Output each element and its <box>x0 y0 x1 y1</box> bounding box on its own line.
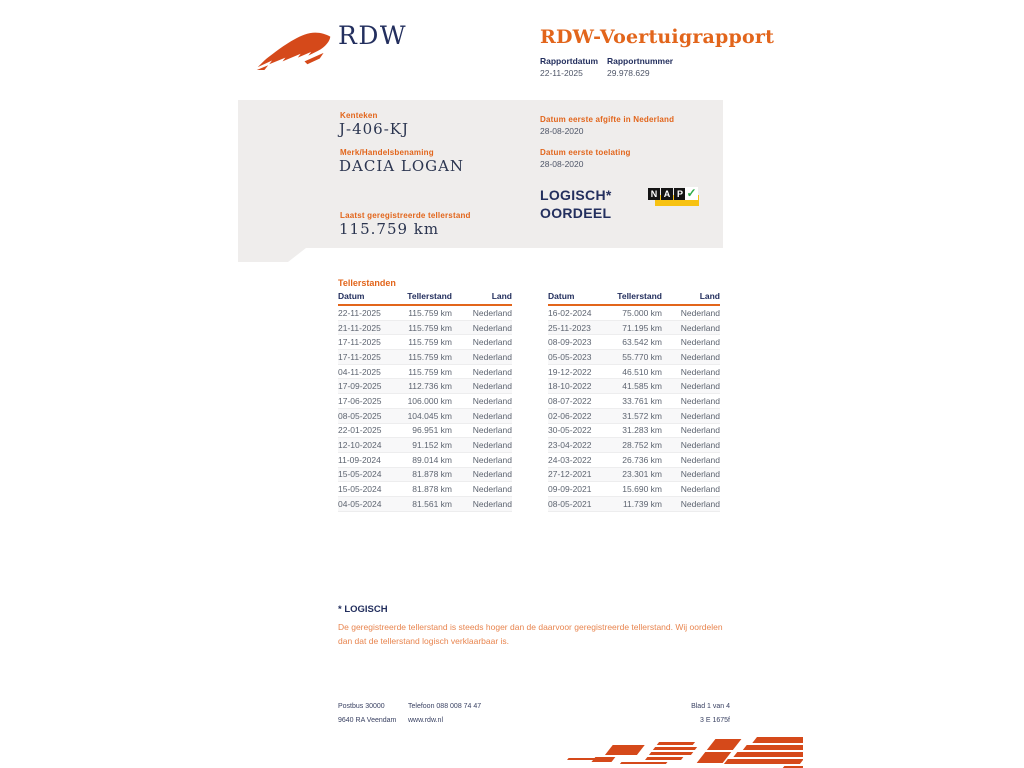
table-row <box>548 409 720 424</box>
mileage-table-left <box>338 291 512 512</box>
row-country: Nederland <box>680 351 720 362</box>
row-mileage: 115.759 km <box>408 337 452 348</box>
oordeel-text <box>540 186 612 222</box>
table-row <box>338 468 512 483</box>
footer-form-code: 3 E 1675f <box>700 717 730 724</box>
vehicle-summary-panel-tab <box>238 248 306 262</box>
report-number-value: 29.978.629 <box>607 68 650 78</box>
rdw-feather-logo-icon <box>256 28 332 70</box>
merk-label: Merk/Handelsbenaming <box>340 148 434 157</box>
table-row <box>548 335 720 350</box>
row-date: 17-09-2025 <box>338 381 382 392</box>
row-mileage: 15.690 km <box>622 484 662 495</box>
row-country: Nederland <box>680 337 720 348</box>
eerste-afgifte-value: 28-08-2020 <box>540 126 584 136</box>
row-mileage: 115.759 km <box>408 307 452 318</box>
row-mileage: 26.736 km <box>622 454 662 465</box>
row-country: Nederland <box>680 484 720 495</box>
row-country: Nederland <box>680 366 720 377</box>
row-country: Nederland <box>472 454 512 465</box>
row-mileage: 75.000 km <box>622 307 662 318</box>
row-country: Nederland <box>680 410 720 421</box>
row-date: 08-07-2022 <box>548 395 592 406</box>
table-row <box>548 379 720 394</box>
table-row <box>338 482 512 497</box>
table-row <box>548 306 720 321</box>
row-mileage: 115.759 km <box>408 366 452 377</box>
eerste-toelating-value: 28-08-2020 <box>540 159 584 169</box>
row-country: Nederland <box>472 351 512 362</box>
table-row <box>548 482 720 497</box>
row-country: Nederland <box>472 425 512 436</box>
row-date: 22-01-2025 <box>338 425 382 436</box>
column-header-tellerstand: Tellerstand <box>407 291 452 301</box>
row-mileage: 23.301 km <box>622 469 662 480</box>
row-date: 23-04-2022 <box>548 440 592 451</box>
table-row <box>548 350 720 365</box>
row-country: Nederland <box>680 498 720 509</box>
report-number-label: Rapportnummer <box>607 56 674 66</box>
row-date: 21-11-2025 <box>338 322 381 333</box>
row-mileage: 89.014 km <box>412 454 452 465</box>
row-country: Nederland <box>472 337 512 348</box>
table-row <box>548 453 720 468</box>
column-header-land: Land <box>699 291 720 301</box>
row-date: 04-11-2025 <box>338 366 381 377</box>
table-row <box>338 306 512 321</box>
table-row <box>338 335 512 350</box>
oordeel-line1: LOGISCH* <box>540 187 612 203</box>
column-header-datum: Datum <box>338 291 365 301</box>
row-mileage: 96.951 km <box>412 425 452 436</box>
row-country: Nederland <box>680 395 720 406</box>
row-country: Nederland <box>680 322 720 333</box>
footer-website: www.rdw.nl <box>408 717 444 724</box>
row-country: Nederland <box>472 440 512 451</box>
row-country: Nederland <box>680 425 720 436</box>
mileage-table-left-body <box>338 306 512 512</box>
row-date: 08-05-2021 <box>548 498 592 509</box>
table-row <box>548 424 720 439</box>
row-mileage: 115.759 km <box>408 322 452 333</box>
row-country: Nederland <box>472 307 512 318</box>
row-country: Nederland <box>680 454 720 465</box>
footer-phone: Telefoon 088 008 74 47 <box>408 703 482 710</box>
row-mileage: 28.752 km <box>622 440 662 451</box>
row-date: 17-06-2025 <box>338 395 382 406</box>
column-header-land: Land <box>491 291 512 301</box>
report-title: RDW-Voertuigrapport <box>540 26 775 48</box>
kenteken-label: Kenteken <box>340 111 378 120</box>
table-row <box>548 468 720 483</box>
table-header <box>338 291 512 306</box>
row-mileage: 33.761 km <box>622 395 662 406</box>
row-mileage: 104.045 km <box>407 410 452 421</box>
row-mileage: 81.561 km <box>412 498 452 509</box>
row-country: Nederland <box>472 381 512 392</box>
row-date: 11-09-2024 <box>338 454 381 465</box>
table-row <box>338 379 512 394</box>
eerste-afgifte-label: Datum eerste afgifte in Nederland <box>540 115 675 124</box>
footer-page-number: Blad 1 van 4 <box>691 703 730 710</box>
row-date: 22-11-2025 <box>338 307 381 318</box>
row-date: 24-03-2022 <box>548 454 592 465</box>
table-row <box>548 497 720 512</box>
row-date: 12-10-2024 <box>338 440 382 451</box>
row-date: 08-05-2025 <box>338 410 382 421</box>
row-mileage: 63.542 km <box>622 337 662 348</box>
table-row <box>338 497 512 512</box>
rdw-logo-text: RDW <box>338 21 408 50</box>
row-date: 30-05-2022 <box>548 425 592 436</box>
row-country: Nederland <box>472 410 512 421</box>
row-mileage: 55.770 km <box>622 351 662 362</box>
footnote-title: * LOGISCH <box>338 604 388 615</box>
table-row <box>338 350 512 365</box>
row-mileage: 41.585 km <box>622 381 662 392</box>
laatste-tellerstand-value: 115.759 km <box>339 220 440 238</box>
nap-letter-a: A <box>661 188 673 200</box>
row-mileage: 11.739 km <box>622 498 662 509</box>
kenteken-value: J-406-KJ <box>339 120 409 138</box>
row-country: Nederland <box>680 307 720 318</box>
row-country: Nederland <box>472 484 512 495</box>
tellerstanden-heading: Tellerstanden <box>338 278 396 288</box>
report-date-label: Rapportdatum <box>540 56 599 66</box>
row-date: 25-11-2023 <box>548 322 591 333</box>
nap-checkmark-icon: ✓ <box>686 186 697 200</box>
table-row <box>548 394 720 409</box>
table-row <box>338 438 512 453</box>
row-date: 04-05-2024 <box>338 498 382 509</box>
oordeel-line2: OORDEEL <box>540 205 612 221</box>
footer-address-line2: 9640 RA Veendam <box>338 717 397 724</box>
row-country: Nederland <box>472 322 512 333</box>
row-date: 16-02-2024 <box>548 307 592 318</box>
column-header-datum: Datum <box>548 291 575 301</box>
table-row <box>338 453 512 468</box>
row-mileage: 46.510 km <box>622 366 662 377</box>
row-country: Nederland <box>472 469 512 480</box>
decorative-stripes-graphic <box>543 737 803 768</box>
row-date: 18-10-2022 <box>548 381 592 392</box>
report-date-value: 22-11-2025 <box>540 68 583 78</box>
eerste-toelating-label: Datum eerste toelating <box>540 148 631 157</box>
table-row <box>548 321 720 336</box>
footnote-text: De geregistreerde tellerstand is steeds hoger dan de daarvoor geregistreerde tellerstand. Wij oordelen dan dat de tellerstand logisch verklaarbaar is. <box>338 622 723 646</box>
table-row <box>338 394 512 409</box>
row-mileage: 81.878 km <box>412 484 452 495</box>
row-country: Nederland <box>680 469 720 480</box>
nap-logo-icon <box>647 185 699 208</box>
mileage-table-right <box>548 291 720 512</box>
row-country: Nederland <box>472 498 512 509</box>
row-country: Nederland <box>680 381 720 392</box>
row-mileage: 71.195 km <box>622 322 662 333</box>
table-row <box>338 365 512 380</box>
row-date: 05-05-2023 <box>548 351 592 362</box>
table-row <box>338 409 512 424</box>
row-country: Nederland <box>680 440 720 451</box>
nap-letter-n: N <box>648 188 660 200</box>
row-mileage: 106.000 km <box>407 395 452 406</box>
laatste-tellerstand-label: Laatst geregistreerde tellerstand <box>340 211 471 220</box>
merk-value: DACIA LOGAN <box>339 157 465 175</box>
row-date: 15-05-2024 <box>338 469 382 480</box>
table-row <box>548 365 720 380</box>
row-mileage: 91.152 km <box>412 440 452 451</box>
row-date: 09-09-2021 <box>548 484 592 495</box>
row-mileage: 115.759 km <box>408 351 452 362</box>
row-mileage: 81.878 km <box>412 469 452 480</box>
column-header-tellerstand: Tellerstand <box>617 291 662 301</box>
nap-letter-p: P <box>674 188 686 200</box>
row-date: 17-11-2025 <box>338 351 381 362</box>
table-row <box>338 321 512 336</box>
table-row <box>338 424 512 439</box>
table-header <box>548 291 720 306</box>
row-mileage: 31.572 km <box>622 410 662 421</box>
row-country: Nederland <box>472 366 512 377</box>
row-date: 02-06-2022 <box>548 410 592 421</box>
row-date: 27-12-2021 <box>548 469 592 480</box>
row-date: 15-05-2024 <box>338 484 382 495</box>
row-date: 19-12-2022 <box>548 366 592 377</box>
row-mileage: 112.736 km <box>408 381 452 392</box>
footer-address-line1: Postbus 30000 <box>338 703 385 710</box>
row-mileage: 31.283 km <box>622 425 662 436</box>
row-date: 17-11-2025 <box>338 337 381 348</box>
table-row <box>548 438 720 453</box>
row-date: 08-09-2023 <box>548 337 592 348</box>
mileage-table-right-body <box>548 306 720 512</box>
row-country: Nederland <box>472 395 512 406</box>
